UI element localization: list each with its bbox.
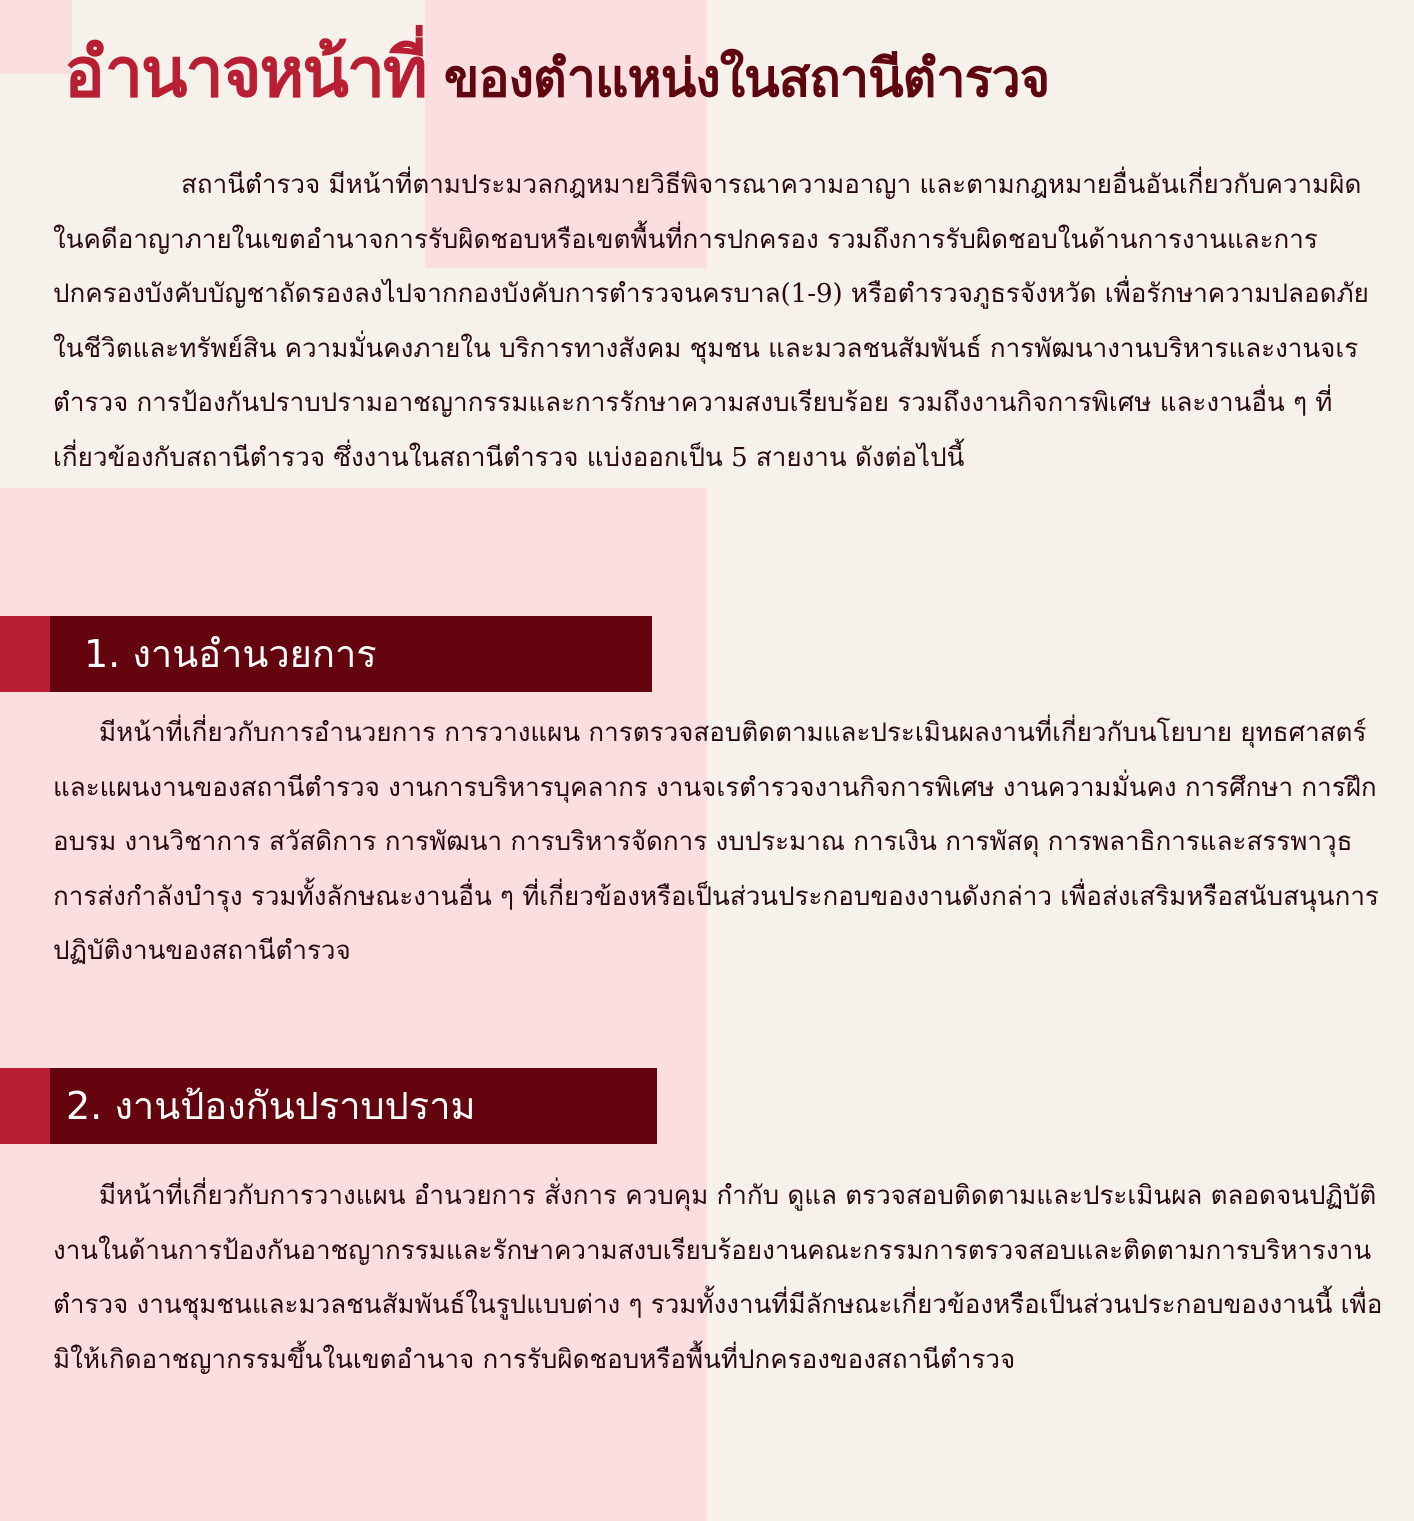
heading-accent <box>0 616 50 692</box>
title-sub: ของตำแหน่งในสถานีตำรวจ <box>443 49 1050 109</box>
section-body-crime-prevention: มีหน้าที่เกี่ยวกับการวางแผน อำนวยการ สั่งการ ควบคุม กำกับ ดูแล ตรวจสอบติดตามและประเมินผล ตลอดจนปฏิบัติงานในด้านการป้องกันอาชญากรรมและรักษาความสงบเรียบร้อยงานคณะกรรมการตรวจสอบและติดตามการบริหารงานตำรวจ งานชุมชนและมวลชนสัมพันธ์ในรูปแบบต่าง ๆ รวมทั้งงานที่มีลักษณะเกี่ยวข้องหรือเป็นส่วนประกอบของงานนี้ เพื่อมิให้เกิดอาชญากรรมขึ้นในเขตอำนาจ การรับผิดชอบหรือพื้นที่ปกครองของสถานีตำรวจ <box>53 1181 1383 1375</box>
background-block <box>0 0 72 74</box>
section-heading-label: 2. งานป้องกันปราบปราม <box>50 1068 657 1144</box>
section-heading-label: 1. งานอำนวยการ <box>50 616 652 692</box>
title-main: อำนาจหน้าที่ <box>64 34 426 113</box>
heading-accent <box>0 1068 50 1144</box>
intro-paragraph: สถานีตำรวจ มีหน้าที่ตามประมวลกฎหมายวิธีพิจารณาความอาญา และตามกฎหมายอื่นอันเกี่ยวกับความผิดในคดีอาญาภายในเขตอำนาจการรับผิดชอบหรือเขตพื้นที่การปกครอง รวมถึงการรับผิดชอบในด้านการงานและการปกครองบังคับบัญชาถัดรองลงไปจากกองบังคับการตำรวจนครบาล(1-9) หรือตำรวจภูธรจังหวัด เพื่อรักษาความปลอดภัยในชีวิตและทรัพย์สิน ความมั่นคงภายใน บริการทางสังคม ชุมชน และมวลชนสัมพันธ์ การพัฒนางานบริหารและงานจเรตำรวจ การป้องกันปราบปรามอาชญากรรมและการรักษาความสงบเรียบร้อย รวมถึงงานกิจการพิเศษ และงานอื่น ๆ ที่เกี่ยวข้องกับสถานีตำรวจ ซึ่งงานในสถานีตำรวจ แบ่งออกเป็น 5 สายงาน ดังต่อไปนี้ <box>53 170 1369 473</box>
section-body-administration: มีหน้าที่เกี่ยวกับการอำนวยการ การวางแผน การตรวจสอบติดตามและประเมินผลงานที่เกี่ยวกับนโยบาย ยุทธศาสตร์ และแผนงานของสถานีตำรวจ งานการบริหารบุคลากร งานจเรตำรวจงานกิจการพิเศษ งานความมั่นคง การศึกษา การฝึกอบรม งานวิชาการ สวัสดิการ การพัฒนา การบริหารจัดการ งบประมาณ การเงิน การพัสดุ การพลาธิการและสรรพาวุธ การส่งกำลังบำรุง รวมทั้งลักษณะงานอื่น ๆ ที่เกี่ยวข้องหรือเป็นส่วนประกอบของงานดังกล่าว เพื่อส่งเสริมหรือสนับสนุนการปฏิบัติงานของสถานีตำรวจ <box>53 718 1379 966</box>
page-title <box>64 34 1404 113</box>
